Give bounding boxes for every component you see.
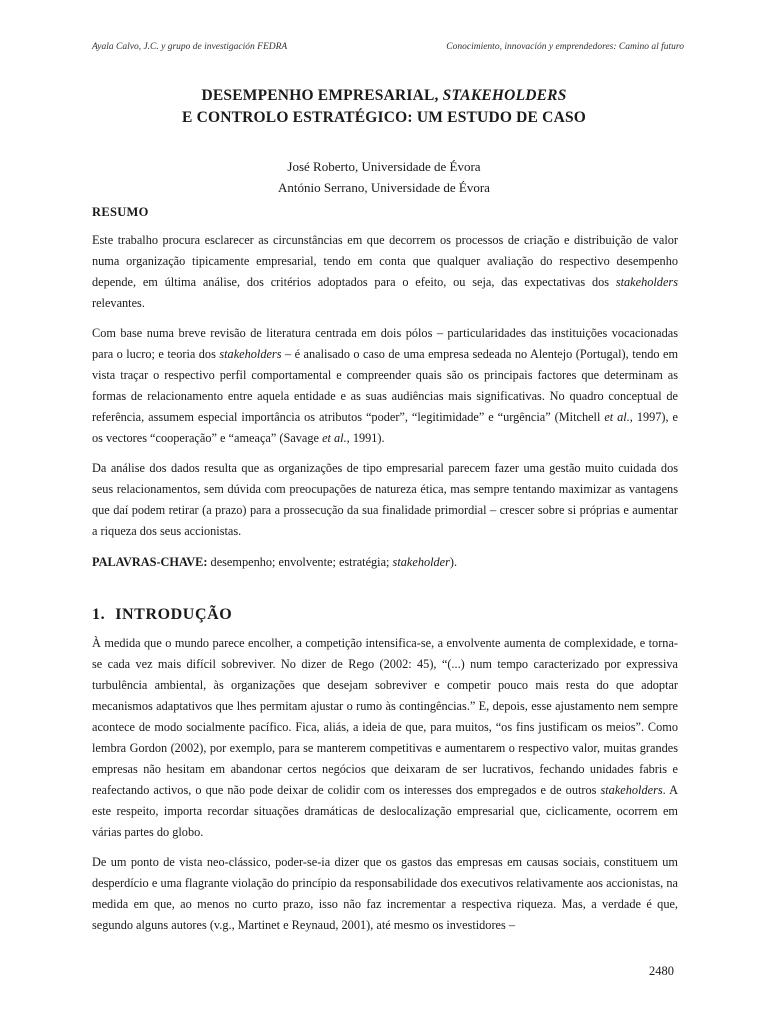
title-line-1 — [0, 85, 768, 107]
intro-paragraph-1 — [92, 633, 678, 843]
section-number: 1. — [92, 606, 106, 623]
abstract-paragraph-2 — [92, 323, 678, 449]
abstract-p2-text-a: Com base numa breve revisão de literatura centrada em dois pólos – particularidades das instituições vocacionadas para o lucro; e teoria dos — [92, 326, 678, 361]
title-line-1-text: DESEMPENHO EMPRESARIAL, — [201, 87, 443, 104]
author-list — [0, 156, 768, 198]
main-content — [92, 205, 678, 945]
abstract-p1-emphasis: stakeholders — [615, 275, 678, 289]
keywords — [92, 552, 678, 573]
abstract-p2-text-d: , 1991). — [346, 431, 385, 445]
keywords-text-b: ). — [449, 555, 458, 569]
running-head-right: Conocimiento, innovación y emprendedores: Camino al futuro — [446, 42, 684, 52]
keywords-label: PALAVRAS-CHAVE: — [92, 555, 208, 569]
keywords-emphasis: stakeholder — [392, 555, 450, 569]
paper-title — [0, 85, 768, 129]
abstract-p2-emphasis-1: stakeholders — [219, 347, 282, 361]
running-head-left: Ayala Calvo, J.C. y grupo de investigación FEDRA — [92, 42, 288, 52]
abstract-paragraph-1 — [92, 230, 678, 314]
intro-p1-text-b: . A este respeito, importa recordar situações dramáticas de deslocalização empresarial que, ciclicamente, ocorrem em várias partes do globo. — [92, 783, 678, 839]
intro-p1-text-a: À medida que o mundo parece encolher, a competição intensifica-se, a envolvente aumenta de complexidade, e torna-se cada vez mais difícil sobreviver. No dizer de Rego (2002: 45), “(...) num tempo caracterizado por expressiva turbulência ambiental, às organizações que desejam sobreviver e competir pouco mais resta do que adoptar mecanismos adaptativos que lhes permitam ajustar o rumo às contingências.” E, depois, esse ajustamento nem sempre acontece de modo socialmente pacífico. Fica, aliás, a ideia de que, para muitos, “os fins justificam os meios”. Como lembra Gordon (2002), por exemplo, para se manterem competitivas e aumentarem o respectivo valor, muitas grandes empresas não hesitam em abandonar certos negócios que deixaram de ser lucrativos, fechando unidades fabris e reafectando activos, o que não pode deixar de colidir com os interesses dos empregados e de outros — [92, 636, 678, 797]
abstract-p2-text-b: – é analisado o caso de uma empresa sedeada no Alentejo (Portugal), tendo em vista traçar o respectivo perfil comportamental e compreender quais são os principais factores que determinam as formas de relacionamento entre aquela entidade e as suas audiências mais significativas. No quadro conceptual de referência, assumem especial importância os atributos “poder”, “legitimidade” e “urgência” (Mitchell — [92, 347, 679, 424]
abstract-p2-text-c: , 1997), e os vectores “cooperação” e “ameaça” (Savage — [92, 410, 678, 445]
abstract-paragraph-3: Da análise dos dados resulta que as organizações de tipo empresarial parecem fazer uma gestão muito cuidada dos seus relacionamentos, sem dúvida com preocupações de natureza ética, mas sempre tentando maximizar as vantagens que daí podem retirar (a prazo) para a prossecução da sua finalidade primordial – crescer sobre si próprias e aumentar a riqueza dos seus accionistas. — [92, 461, 678, 538]
page-number: 2480 — [649, 964, 674, 978]
abstract-p2-emphasis-3: et al. — [322, 431, 347, 445]
abstract-p2-emphasis-2: et al. — [604, 410, 630, 424]
author-2: António Serrano, Universidade de Évora — [278, 180, 490, 195]
abstract-heading: RESUMO — [92, 205, 149, 219]
intro-p1-emphasis: stakeholders — [600, 783, 663, 797]
intro-paragraph-2: De um ponto de vista neo-clássico, poder-se-ia dizer que os gastos das empresas em causas sociais, constituem um desperdício e uma flagrante violação do princípio da responsabilidade dos executivos relativamente aos accionistas, na medida em que, ao menos no curto prazo, isso não faz incrementar a respectiva riqueza. Mas, a verdade é que, segundo alguns autores (v.g., Martinet e Reynaud, 2001), até mesmo os investidores – — [92, 855, 678, 932]
section-title: INTRODUÇÃO — [115, 606, 233, 623]
title-line-2: E CONTROLO ESTRATÉGICO: UM ESTUDO DE CASO — [181, 109, 587, 126]
abstract-p1-text-a: Este trabalho procura esclarecer as circunstâncias em que decorrem os processos de criação e distribuição de valor numa organização tipicamente empresarial, tendo em conta que qualquer avaliação do respectivo desempenho depende, em última análise, dos critérios adoptados para o efeito, ou seja, das expectativas dos — [92, 233, 678, 289]
title-line-1-emphasis: STAKEHOLDERS — [442, 87, 567, 104]
section-heading-introduction — [92, 606, 678, 624]
author-1: José Roberto, Universidade de Évora — [287, 159, 481, 174]
abstract-p1-text-b: relevantes. — [92, 296, 145, 310]
keywords-text-a: desempenho; envolvente; estratégia; — [207, 555, 393, 569]
